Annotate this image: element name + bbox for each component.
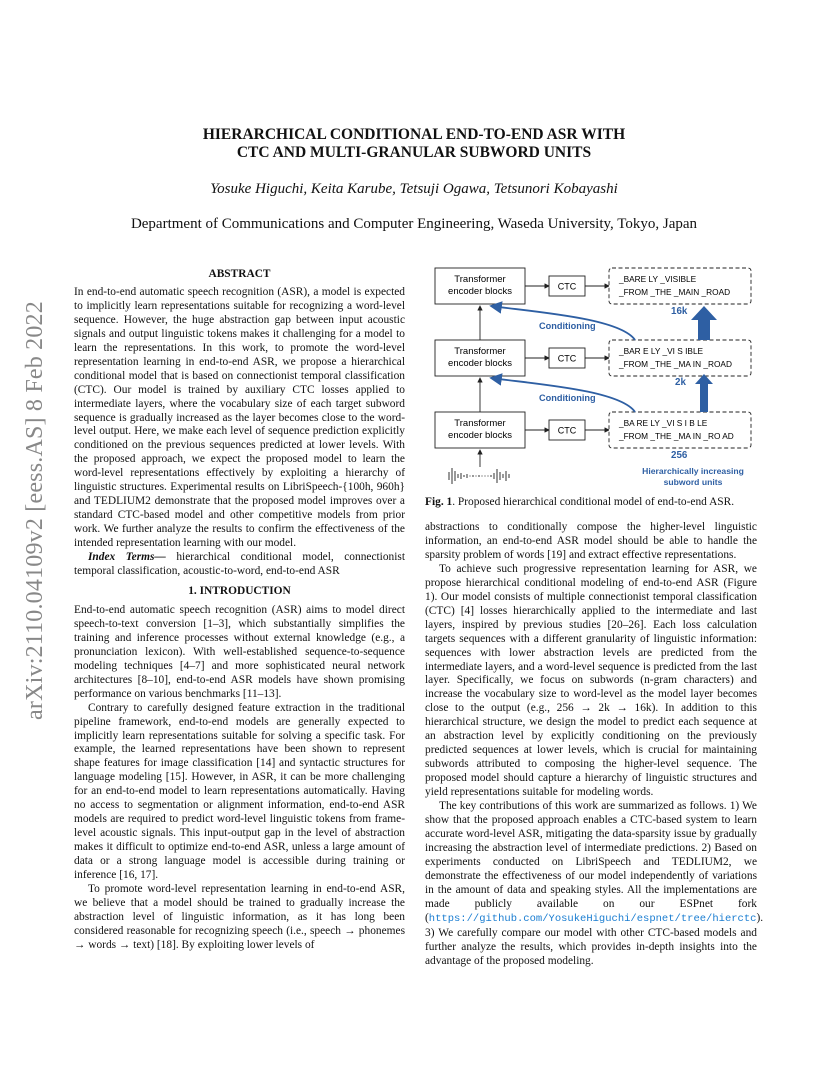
- right-column: [425, 521, 764, 969]
- output-box-bottom: [609, 412, 751, 448]
- intro-paragraph-1: End-to-end automatic speech recognition (ASR) aims to model direct speech-to-text conversion [1–3], which substantially simplifies the training and inference processes without external knowledge (e.g., a pronunciation lexicon). With well-established sequence-to-sequence modeling techniques [4–7] and more sophisticated neural network architectures [8–10], end-to-end ASR models have shown promising performance on various benchmarks [11–13].: [74, 603, 405, 700]
- top-seq-line2: _FROM _THE _MAIN _ROAD: [619, 287, 731, 297]
- title-line-1: HIERARCHICAL CONDITIONAL END-TO-END ASR WITH: [202, 126, 626, 143]
- title-line-2: CTC AND MULTI-GRANULAR SUBWORD UNITS: [236, 144, 592, 161]
- figure-caption-text: . Proposed hierarchical conditional model of end-to-end ASR.: [452, 496, 735, 508]
- mid-seq-line2: _FROM _THE _MA IN _ROAD: [619, 359, 732, 369]
- index-terms: [74, 551, 405, 579]
- bot-seq-line1: _BA RE LY _VI S I B LE: [619, 418, 708, 428]
- encoder-mid-line2: encoder blocks: [448, 358, 512, 369]
- encoder-bot-line1: Transformer: [454, 418, 506, 429]
- ctc-bottom: [525, 420, 609, 440]
- vocab-2k: 2k: [675, 377, 686, 388]
- output-box-middle: [609, 340, 751, 376]
- github-link[interactable]: https://github.com/YosukeHiguchi/espnet/tree/hierctc: [428, 912, 757, 925]
- authors: Yosuke Higuchi, Keita Karube, Tetsuji Ogawa, Tetsunori Kobayashi: [210, 181, 618, 197]
- arxiv-sidebar: [12, 290, 58, 730]
- figure-1-caption: [425, 496, 757, 508]
- right-paragraph-2: To achieve such progressive representation learning for ASR, we propose hierarchical conditional modeling of end-to-end ASR (Figure 1). Our model consists of multiple connectionist temporal classification (CTC) [4] losses hierarchically applied to the intermediate and last layers, inspired by previous studies [20–26]. Each loss calculation targets sequences with a different granularity of linguistic information: sequences with lower abstraction levels are predicted from the intermediate layers, and a word-level sequence is predicted from the last layer. Specifically, we focus on subwords (n-gram characters) and increase the vocabulary size to word-level as the model layer becomes close to the output (e.g., 256 → 2k → 16k). In addition to this hierarchical structure, we design the model to predict each sequence at an abstraction level by explicitly conditioning on the previously predicted sequences at lower levels, which is crucial for maintaining subwords attributed to composing the higher-level sequence. The proposed model should capture a hierarchy of linguistic structures and yield representations suitable for modeling words.: [425, 562, 757, 799]
- right-paragraph-1: abstractions to conditionally compose the higher-level linguistic information, an end-to-end ASR model should be able to handle the sparsity problem of words [19] and extract effective representations.: [425, 521, 757, 561]
- vocab-16k: 16k: [671, 306, 688, 317]
- ctc-top-label: CTC: [557, 281, 577, 292]
- figure-1-diagram: [425, 262, 757, 490]
- arxiv-identifier: arXiv:2110.04109v2 [eess.AS] 8 Feb 2022: [21, 300, 48, 720]
- conditioning-label-mid: Conditioning: [539, 393, 596, 403]
- encoder-top-line1: Transformer: [454, 274, 506, 285]
- encoder-mid-line1: Transformer: [454, 346, 506, 357]
- conditioning-label-top: Conditioning: [539, 321, 596, 331]
- index-terms-label: Index Terms—: [88, 551, 166, 564]
- waveform-icon: [449, 468, 509, 484]
- intro-heading: 1. INTRODUCTION: [188, 584, 291, 597]
- abstract-heading: ABSTRACT: [208, 268, 271, 280]
- index-terms-text: hierarchical conditional model, connectionist temporal classification, acoustic-to-word, end-to-end ASR: [74, 551, 405, 578]
- ctc-mid-label: CTC: [557, 353, 577, 364]
- encoder-block-top: [435, 268, 525, 304]
- contributions-text-a: The key contributions of this work are summarized as follows. 1) We show that the proposed approach enables a CTC-based system to learn accurate word-level ASR, mitigating the data-sparsity issue by gradually increasing the abstraction level of intermediate predictions. 2) Based on experiments conducted on LibriSpeech and TEDLIUM2, we demonstrate the effectiveness of our model independently of variations in the amount of data and speaking styles. All the implementations are made publicly available on our ESPnet fork (: [425, 800, 757, 924]
- intro-paragraph-2: Contrary to carefully designed feature extraction in the traditional pipeline framework, end-to-end models are generally expected to implicitly learn representations suitable for solving a specific task. For example, the learned representations have been shown to represent shape features for image classification [14] and syntactic structures for language modeling [15]. However, in ASR, it can be more challenging for an end-to-end model to learn representations automatically. Having no access to segmentation or alignment information, end-to-end ASR models are required to predict word-level linguistic tokens from frame-level acoustic signals. This input-output gap in the level of abstraction makes it difficult to optimize end-to-end ASR, unless a large amount of data or a strong language model is accessible during training or inference [16, 17].: [74, 701, 405, 882]
- encoder-bot-line2: encoder blocks: [448, 430, 512, 441]
- vocab-256: 256: [671, 450, 688, 461]
- note-line-2: subword units: [663, 477, 723, 487]
- contributions-text-b: ). 3) We carefully compare our model with other CTC-based models and further analyze the results, which provides in-depth insights into the advantage of the proposed modeling.: [425, 911, 764, 967]
- note-line-1: Hierarchically increasing: [642, 466, 744, 476]
- encoder-block-bottom: [435, 412, 525, 448]
- ctc-top: [525, 276, 609, 296]
- intro-paragraph-3: To promote word-level representation learning in end-to-end ASR, we believe that a model should be trained to gradually increase the abstraction level of linguistic information, as it has long been considered reasonable for recognizing speech (i.e., speech → phonemes → words → text) [18]. By exploiting lower levels of: [74, 882, 405, 951]
- encoder-top-line2: encoder blocks: [448, 286, 512, 297]
- affiliation: Department of Communications and Computer Engineering, Waseda University, Tokyo, Japan: [130, 216, 698, 232]
- encoder-block-middle: [435, 340, 525, 376]
- figure-caption-label: Fig. 1: [425, 496, 453, 508]
- right-paragraph-3: [425, 800, 764, 968]
- left-column: [74, 268, 405, 953]
- ctc-middle: [525, 348, 609, 368]
- paper-title: [0, 126, 828, 162]
- mid-seq-line1: _BAR E LY _VI S IBLE: [619, 346, 704, 356]
- ctc-bot-label: CTC: [557, 425, 577, 436]
- abstract-text: In end-to-end automatic speech recognition (ASR), a model is expected to implicitly learn representations suitable for recognizing a word-level sequence. However, the huge abstraction gap between input acoustic signals and output linguistic tokens makes it challenging for a model to learn the representations. In this work, to promote the word-level representation learning in end-to-end ASR, we propose a hierarchical conditional model that is based on connectionist temporal classification (CTC). Our model is trained by auxiliary CTC losses applied to intermediate layers, where the vocabulary size of each target subword sequence is gradually increased as the layer becomes close to the word-level output. Here, we make each level of sequence prediction explicitly conditioned on the previous sequences predicted at lower levels. With the proposed approach, we expect the proposed model to learn the word-level representations effectively by exploiting a hierarchy of linguistic structures. Experimental results on LibriSpeech-{100h, 960h} and TEDLIUM2 demonstrate that the proposed model improves over a standard CTC-based model and other competitive models from prior work. We further analyze the results to confirm the effectiveness of the intended representation learning with our model.: [74, 285, 405, 550]
- bot-seq-line2: _FROM _THE _MA IN _RO AD: [619, 431, 734, 441]
- top-seq-line1: _BARE LY _VISIBLE: [619, 274, 697, 284]
- output-box-top: [609, 268, 751, 304]
